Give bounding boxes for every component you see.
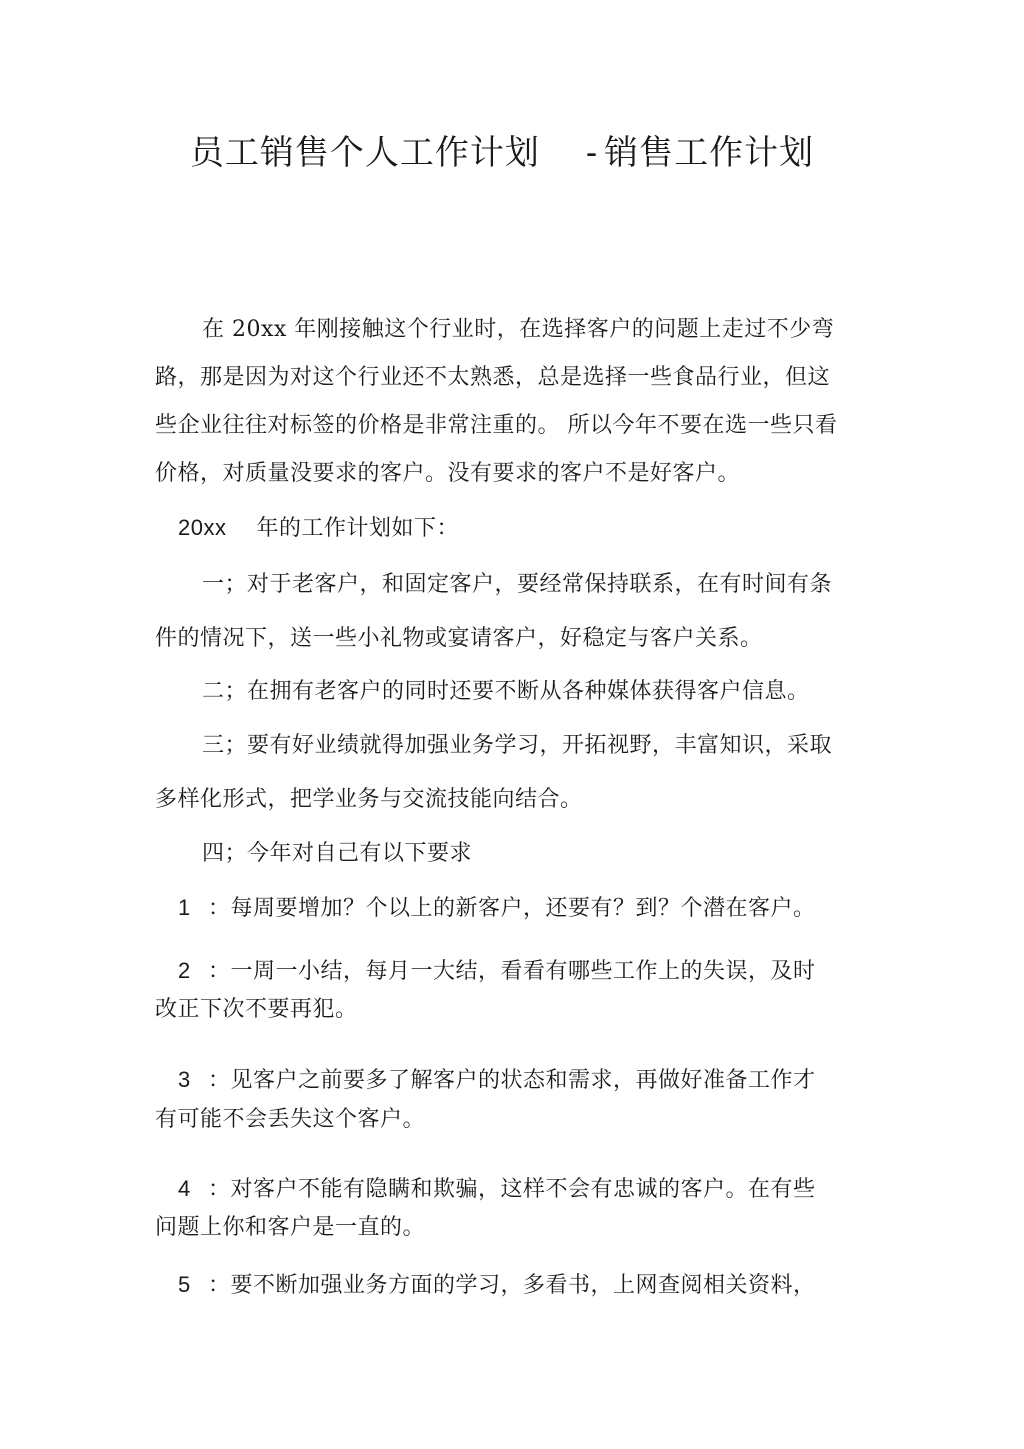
requirement-2: [178, 955, 816, 988]
intro-line-4: 价格，对质量没要求的客户。没有要求的客户不是好客户。: [155, 461, 741, 486]
item3-line-2: 多样化形式，把学业务与交流技能向结合。: [155, 787, 583, 812]
requirement-2-text: ：一周一小结，每月一大结，看看有哪些工作上的失误，及时: [208, 959, 816, 984]
plan-heading: [178, 512, 459, 545]
item3-line-1: 三；要有好业绩就得加强业务学习，开拓视野，丰富知识，采取: [202, 733, 833, 758]
title-separator: -: [585, 134, 599, 172]
intro-line-3: 些企业往往对标签的价格是非常注重的。 所以今年不要在选一些只看: [155, 413, 838, 438]
requirement-1-number: 1: [178, 895, 191, 920]
requirement-5-number: 5: [178, 1272, 191, 1297]
title-sub: 销售工作计划: [604, 133, 815, 173]
intro-line-2: 路，那是因为对这个行业还不太熟悉，总是选择一些食品行业，但这: [155, 365, 831, 390]
requirement-4-text: ：对客户不能有隐瞒和欺骗，这样不会有忠诚的客户。在有些: [208, 1177, 816, 1202]
requirement-3: [178, 1064, 816, 1097]
requirement-3-text: ：见客户之前要多了解客户的状态和需求，再做好准备工作才: [208, 1068, 816, 1093]
requirement-4: [178, 1173, 816, 1206]
plan-heading-text: 年的工作计划如下：: [256, 516, 459, 541]
requirement-5: [178, 1269, 816, 1302]
item2-line: 二；在拥有老客户的同时还要不断从各种媒体获得客户信息。: [202, 679, 810, 704]
requirement-1-text: ：每周要增加？个以上的新客户，还要有？到？个潜在客户。: [208, 896, 816, 921]
requirement-2-number: 2: [178, 958, 191, 983]
requirement-4-number: 4: [178, 1176, 191, 1201]
requirement-2-continuation: 改正下次不要再犯。: [155, 997, 358, 1022]
intro-line-1: 在 20xx 年刚接触这个行业时，在选择客户的问题上走过不少弯: [202, 317, 835, 342]
document-title: [0, 128, 1004, 178]
requirement-3-continuation: 有可能不会丢失这个客户。: [155, 1107, 426, 1132]
requirement-5-text: ：要不断加强业务方面的学习，多看书，上网查阅相关资料，: [208, 1273, 816, 1298]
item4-line: 四；今年对自己有以下要求: [202, 841, 473, 866]
requirement-3-number: 3: [178, 1067, 191, 1092]
requirement-4-continuation: 问题上你和客户是一直的。: [155, 1215, 426, 1240]
item1-line-2: 件的情况下，送一些小礼物或宴请客户，好稳定与客户关系。: [155, 626, 763, 651]
title-main: 员工销售个人工作计划: [189, 133, 540, 173]
plan-heading-year: 20xx: [178, 515, 227, 540]
item1-line-1: 一；对于老客户，和固定客户，要经常保持联系，在有时间有条: [202, 572, 833, 597]
requirement-1: [178, 892, 816, 925]
